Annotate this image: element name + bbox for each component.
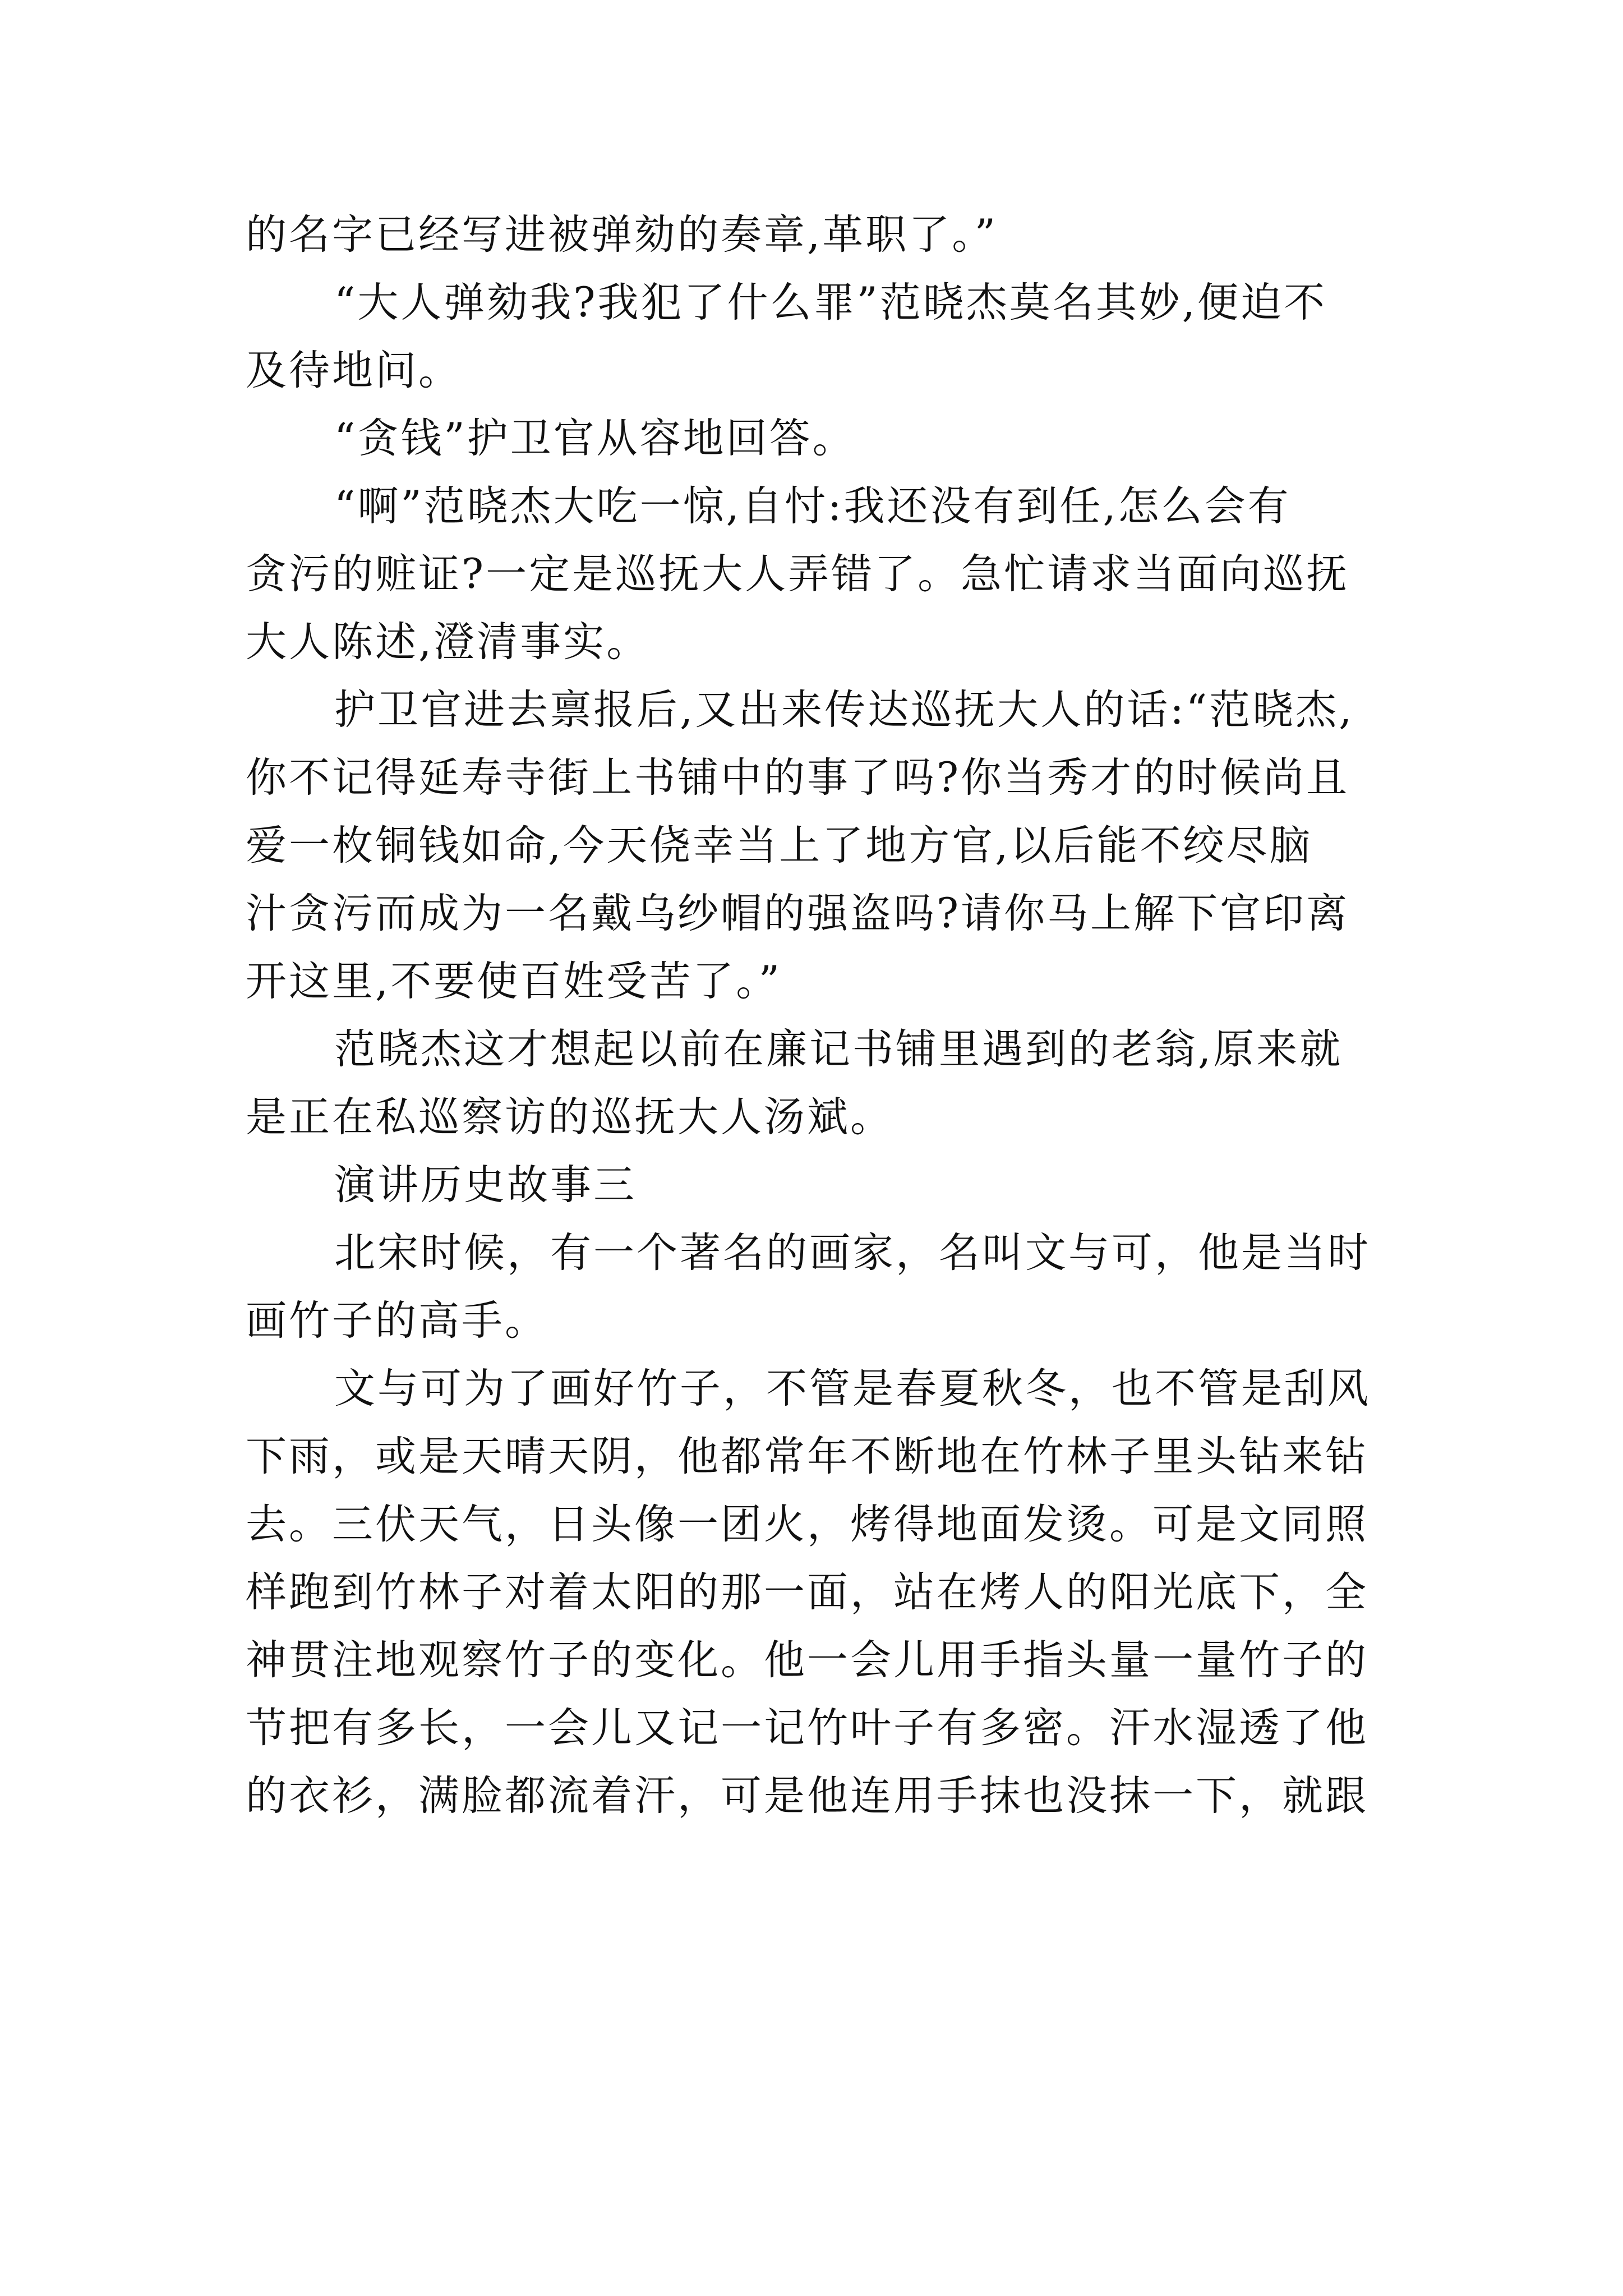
text-line: 范晓杰这才想起以前在廉记书铺里遇到的老翁,原来就	[334, 1025, 1343, 1073]
text-line: 大人陈述,澄清事实。	[246, 618, 650, 666]
text-line: 画竹子的高手。	[246, 1297, 548, 1345]
text-line: 的衣衫，满脸都流着汗，可是他连用手抹也没抹一下，就跟	[246, 1772, 1368, 1820]
text-line: “大人弹劾我?我犯了什么罪”范晓杰莫名其妙,便迫不	[334, 279, 1327, 326]
text-line: 下雨，或是天晴天阴，他都常年不断地在竹林子里头钻来钻	[246, 1433, 1368, 1480]
text-line: 及待地问。	[246, 347, 462, 394]
text-line: 爱一枚铜钱如命,今天侥幸当上了地方官,以后能不绞尽脑	[246, 822, 1313, 869]
text-line: 样跑到竹林子对着太阳的那一面，站在烤人的阳光底下，全	[246, 1568, 1368, 1616]
text-line: 的名字已经写进被弹劾的奏章,革职了。”	[246, 211, 998, 259]
text-line: 神贯注地观察竹子的变化。他一会儿用手指头量一量竹子的	[246, 1636, 1368, 1684]
text-line: “啊”范晓杰大吃一惊,自忖:我还没有到任,怎么会有	[334, 482, 1291, 530]
text-line: 节把有多长，一会儿又记一记竹叶子有多密。汗水湿透了他	[246, 1704, 1368, 1752]
text-line: 文与可为了画好竹子，不管是春夏秋冬，也不管是刮风	[334, 1365, 1371, 1412]
text-line: 是正在私巡察访的巡抚大人汤斌。	[246, 1093, 893, 1141]
text-line: 你不记得延寿寺街上书铺中的事了吗?你当秀才的时候尚且	[246, 754, 1350, 802]
text-line: 汁贪污而成为一名戴乌纱帽的强盗吗?请你马上解下官印离	[246, 890, 1350, 937]
text-line: “贪钱”护卫官从容地回答。	[334, 415, 856, 462]
text-line: 开这里,不要使百姓受苦了。”	[246, 958, 782, 1005]
text-line: 北宋时候，有一个著名的画家，名叫文与可，他是当时	[334, 1229, 1371, 1277]
section-heading: 演讲历史故事三	[334, 1161, 637, 1209]
text-line: 去。三伏天气，日头像一团火，烤得地面发烫。可是文同照	[246, 1501, 1368, 1548]
document-body	[246, 201, 1378, 1830]
text-line: 贪污的赃证?一定是巡抚大人弄错了。急忙请求当面向巡抚	[246, 550, 1350, 598]
text-line: 护卫官进去禀报后,又出来传达巡抚大人的话:“范晓杰,	[334, 686, 1354, 734]
